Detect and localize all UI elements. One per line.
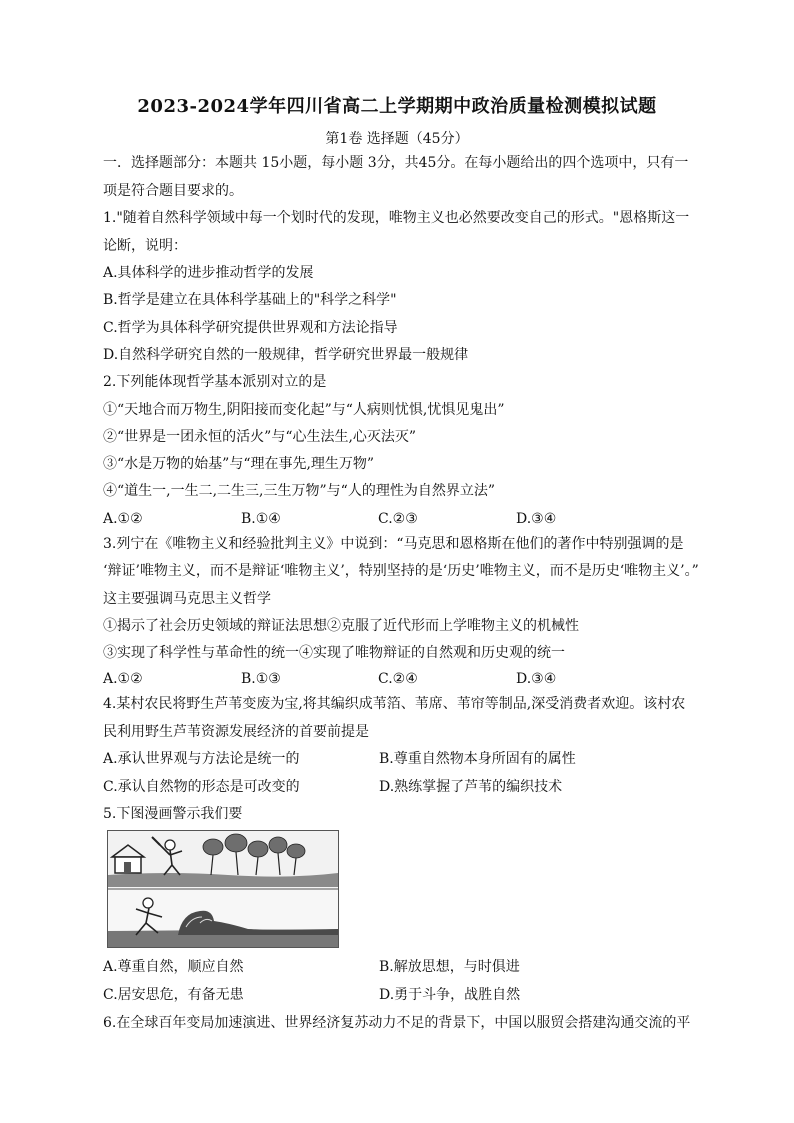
cartoon-panel-top	[108, 831, 338, 887]
q4-option-b: B.尊重自然物本身所固有的属性	[379, 751, 576, 767]
q1-stem-line-1: 1."随着自然科学领域中每一个划时代的发现，唯物主义也必然要改变自己的形式。"恩格斯这一	[103, 210, 690, 226]
q4-option-a: A.承认世界观与方法论是统一的	[103, 751, 300, 767]
page-title: 2023-2024学年四川省高二上学期期中政治质量检测模拟试题	[137, 96, 657, 117]
q2-item-2: ②“世界是一团永恒的活火”与“心生法生,心灭法灭”	[103, 429, 417, 445]
instructions-line-2: 项是符合题目要求的。	[103, 183, 243, 199]
q5-stem: 5.下图漫画警示我们要	[103, 806, 243, 822]
q3-stem-line-2: ‘辩证’唯物主义，而不是辩证‘唯物主义’，特别坚持的是‘历史’唯物主义，而不是历史‘唯物主义’。”	[103, 563, 699, 579]
q2-stem: 2.下列能体现哲学基本派别对立的是	[103, 374, 327, 390]
q3-item-line-1: ①揭示了社会历史领域的辩证法思想②克服了近代形而上学唯物主义的机械性	[103, 618, 579, 634]
q3-option-c: C.②④	[378, 671, 418, 687]
q5-option-d: D.勇于斗争，战胜自然	[379, 987, 521, 1003]
q1-option-d: D.自然科学研究自然的一般规律，哲学研究世界最一般规律	[103, 347, 469, 363]
q3-option-a: A.①②	[103, 671, 143, 687]
q2-option-d: D.③④	[516, 511, 557, 527]
q2-option-a: A.①②	[103, 511, 143, 527]
q2-item-1: ①“天地合而万物生,阴阳接而变化起”与“人病则忧惧,忧惧见鬼出”	[103, 402, 505, 418]
q1-option-a: A.具体科学的进步推动哲学的发展	[103, 265, 314, 281]
q2-option-b: B.①④	[241, 511, 281, 527]
q4-option-d: D.熟练掌握了芦苇的编织技术	[379, 779, 563, 795]
q1-option-b: B.哲学是建立在具体科学基础上的"科学之科学"	[103, 292, 397, 308]
q4-stem-line-1: 4.某村农民将野生芦苇变废为宝,将其编织成苇箔、苇席、苇帘等制品,深受消费者欢迎。该村农	[103, 696, 686, 712]
cartoon-image	[107, 830, 339, 948]
q6-stem-line-1: 6.在全球百年变局加速演进、世界经济复苏动力不足的背景下，中国以服贸会搭建沟通交流的平	[103, 1015, 691, 1031]
q4-stem-line-2: 民利用野生芦苇资源发展经济的首要前提是	[103, 724, 369, 740]
q5-option-a: A.尊重自然，顺应自然	[103, 959, 244, 975]
q1-stem-line-2: 论断，说明：	[103, 238, 187, 254]
q5-option-c: C.居安思危，有备无患	[103, 987, 244, 1003]
q3-item-line-2: ③实现了科学性与革命性的统一④实现了唯物辩证的自然观和历史观的统一	[103, 645, 565, 661]
q5-option-b: B.解放思想，与时俱进	[379, 959, 520, 975]
section-subtitle: 第1卷 选择题（45分）	[325, 131, 469, 147]
q3-stem-line-1: 3.列宁在《唯物主义和经验批判主义》中说到：“马克思和恩格斯在他们的著作中特别强调的是	[103, 536, 684, 552]
q2-option-c: C.②③	[378, 511, 418, 527]
cartoon-panel-bottom	[108, 890, 338, 947]
instructions-line-1: 一．选择题部分：本题共 15小题，每小题 3分，共45分。在每小题给出的四个选项中，只有一	[103, 155, 689, 171]
q3-option-d: D.③④	[516, 671, 557, 687]
q1-option-c: C.哲学为具体科学研究提供世界观和方法论指导	[103, 320, 398, 336]
q2-item-4: ④“道生一,一生二,二生三,三生万物”与“人的理性为自然界立法”	[103, 483, 495, 499]
q4-option-c: C.承认自然物的形态是可改变的	[103, 779, 300, 795]
q2-item-3: ③“水是万物的始基”与“理在事先,理生万物”	[103, 456, 375, 472]
q3-option-b: B.①③	[241, 671, 281, 687]
q3-stem-line-3: 这主要强调马克思主义哲学	[103, 591, 271, 607]
